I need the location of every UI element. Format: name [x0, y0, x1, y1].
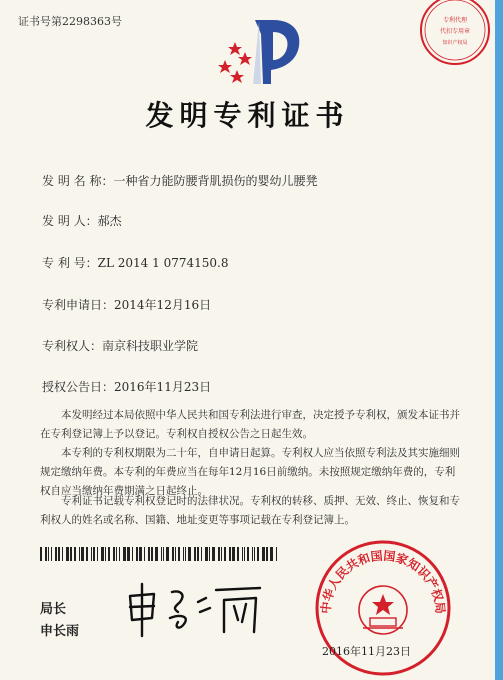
barcode-bar — [127, 547, 130, 561]
barcode-bar — [45, 547, 47, 561]
barcode-bar — [151, 547, 153, 561]
barcode-bar — [205, 547, 208, 561]
barcode-bar — [229, 547, 231, 561]
director-signature — [120, 578, 270, 638]
svg-text:代扣专用章: 代扣专用章 — [439, 28, 471, 35]
barcode-bar — [183, 547, 184, 561]
inventor-value: 郝杰 — [97, 214, 122, 228]
grant-date-value: 2016年11月23日 — [114, 380, 212, 394]
inventor-label: 发 明 人： — [42, 214, 98, 228]
barcode-bar — [212, 547, 215, 561]
barcode-bar — [79, 547, 80, 561]
body-paragraph-2: 本专利的专利权期限为二十年，自申请日起算。专利权人应当依照专利法及其实施细则规定缴纳年费。本专利的年费应当在每年12月16日前缴纳。未按照规定缴纳年费的，专利权自应当缴纳年费期满之日起终止。 — [40, 447, 460, 497]
barcode-bar — [175, 547, 176, 561]
grant-date-label: 授权公告日： — [42, 380, 115, 394]
director-name-label: 申长雨 — [40, 624, 80, 639]
barcode-bar — [242, 547, 243, 561]
barcode-bar — [48, 547, 49, 561]
filing-date-value: 2014年12月16日 — [114, 298, 212, 312]
body-paragraph-3: 专利证书记载专利权登记时的法律状况。专利权的转移、质押、无效、终止、恢复和专利权人的姓名或名称、国籍、地址变更等事项记载在专利登记簿上。 — [40, 495, 460, 526]
barcode-bar — [224, 547, 226, 561]
barcode-bar — [148, 547, 150, 561]
barcode-bar — [270, 547, 273, 561]
barcode-bar — [172, 547, 174, 561]
patent-number-value: ZL 2014 1 0774150.8 — [97, 256, 229, 270]
barcode-bar — [119, 547, 120, 561]
seal-text: 中华人民共和国国家知识产权局 — [318, 548, 448, 615]
barcode-bar — [58, 547, 60, 561]
barcode-bar — [194, 547, 196, 561]
barcode-bar — [116, 547, 117, 561]
patent-number-label: 专 利 号： — [42, 256, 98, 270]
barcode-bar — [155, 547, 158, 561]
barcode-bar — [166, 547, 169, 561]
barcode-bar — [55, 547, 57, 561]
invention-name-value: 一种省力能防腰背肌损伤的婴幼儿腰凳 — [113, 174, 318, 188]
barcode-bar — [97, 547, 98, 561]
invention-name-row — [42, 172, 317, 189]
barcode-bar — [81, 547, 84, 561]
barcode-bar — [101, 547, 104, 561]
barcode-bar — [136, 547, 138, 561]
barcode — [40, 547, 280, 561]
barcode-bar — [188, 547, 191, 561]
barcode-bar — [105, 547, 106, 561]
barcode-bar — [86, 547, 88, 561]
barcode-bar — [113, 547, 115, 561]
agency-seal-stamp — [410, 0, 500, 75]
barcode-bar — [254, 547, 255, 561]
barcode-bar — [276, 547, 277, 561]
barcode-bar — [218, 547, 220, 561]
barcode-bar — [197, 547, 199, 561]
barcode-bar — [93, 547, 95, 561]
barcode-bar — [132, 547, 133, 561]
barcode-bar — [70, 547, 72, 561]
barcode-bar — [221, 547, 222, 561]
filing-date-label: 专利申请日： — [42, 298, 115, 312]
invention-name-label: 发 明 名 称： — [42, 174, 114, 188]
barcode-bar — [161, 547, 162, 561]
barcode-bar — [247, 547, 249, 561]
body-paragraph-1: 本发明经过本局依照中华人民共和国专利法进行审查，决定授予专利权，颁发本证书并在专利登记簿上予以登记。专利权自授权公告之日起生效。 — [40, 409, 460, 440]
barcode-bar — [244, 547, 245, 561]
barcode-bar — [91, 547, 92, 561]
patentee-label: 专利权人： — [42, 339, 103, 353]
barcode-bar — [62, 547, 63, 561]
issue-date: 2016年11月23日 — [322, 645, 411, 658]
barcode-bar — [262, 547, 265, 561]
barcode-bar — [232, 547, 235, 561]
grant-date-row — [42, 378, 211, 395]
barcode-bar — [123, 547, 126, 561]
svg-text:知识产权局: 知识产权局 — [442, 40, 468, 46]
patent-number-row — [42, 254, 228, 271]
barcode-bar — [51, 547, 52, 561]
barcode-bar — [144, 547, 145, 561]
patentee-row — [42, 337, 198, 354]
barcode-bar — [237, 547, 239, 561]
inventor-row — [42, 212, 122, 229]
barcode-bar — [266, 547, 268, 561]
barcode-bar — [40, 547, 42, 561]
barcode-bar — [209, 547, 210, 561]
barcode-bar — [163, 547, 164, 561]
sipo-logo-icon — [215, 12, 307, 87]
right-edge-strip — [495, 0, 503, 680]
barcode-bar — [139, 547, 142, 561]
barcode-bar — [252, 547, 253, 561]
barcode-bar — [201, 547, 202, 561]
barcode-bar — [108, 547, 110, 561]
patentee-value: 南京科技职业学院 — [102, 339, 199, 353]
certificate-number: 证书号第2298363号 — [18, 15, 122, 28]
barcode-bar — [66, 547, 69, 561]
svg-text:专利代理: 专利代理 — [442, 17, 468, 24]
barcode-bar — [178, 547, 180, 561]
barcode-bar — [257, 547, 259, 561]
barcode-bar — [74, 547, 76, 561]
barcode-bar — [185, 547, 186, 561]
certificate-title: 发明专利证书 — [145, 99, 350, 132]
director-title-label: 局长 — [40, 602, 67, 617]
filing-date-row — [42, 296, 211, 313]
